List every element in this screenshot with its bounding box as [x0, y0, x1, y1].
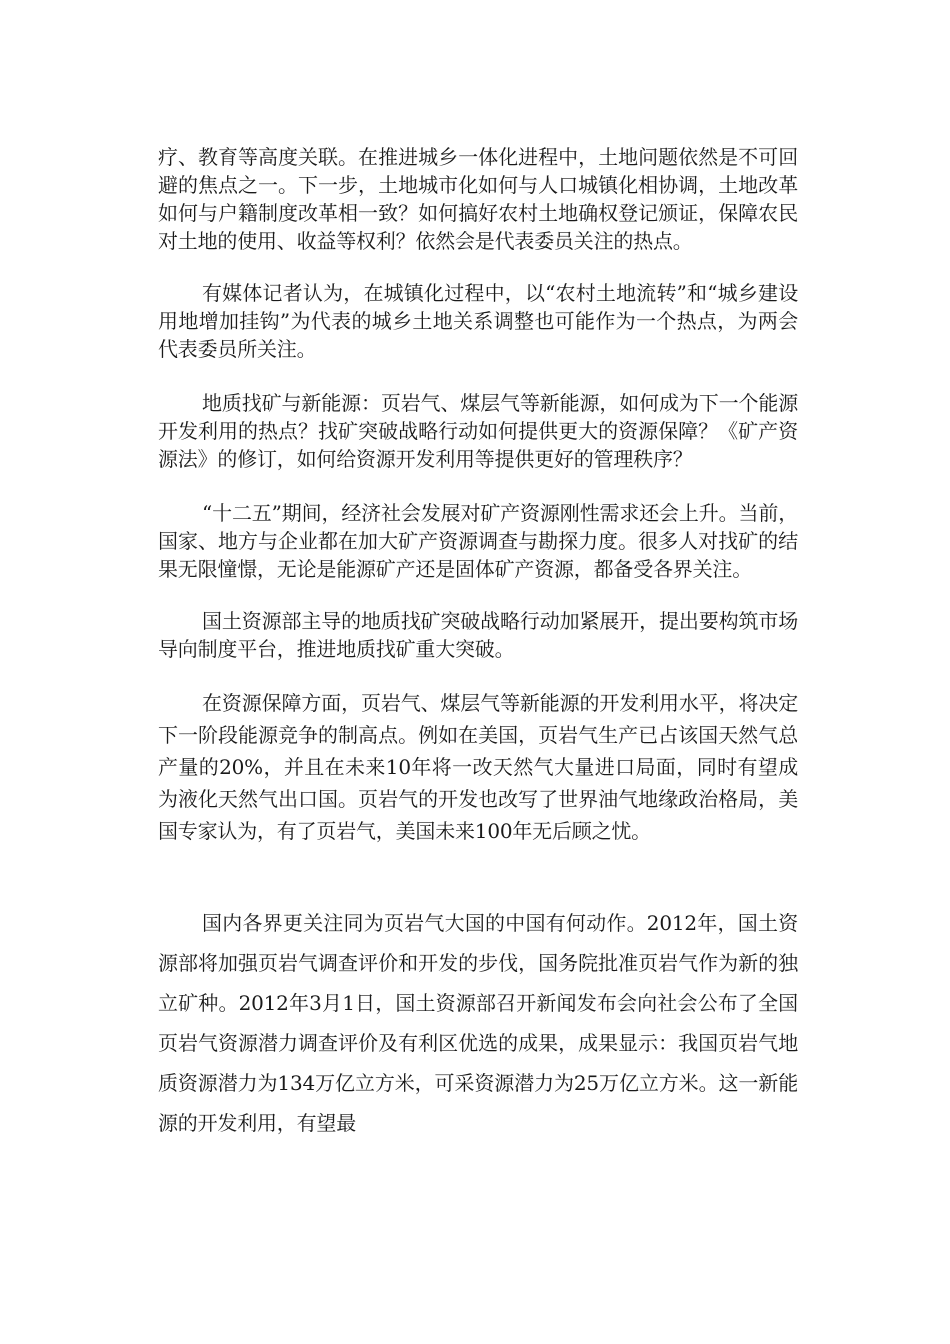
paragraph-geology-new-energy: 地质找矿与新能源：页岩气、煤层气等新能源，如何成为下一个能源开发利用的热点？找矿突破战略行动如何提供更大的资源保障？《矿产资源法》的修订，如何给资源开发利用等提供更好的管理秩序？	[158, 391, 798, 471]
paragraph-twelfth-five-year: “十二五”期间，经济社会发展对矿产资源刚性需求还会上升。当前，国家、地方与企业都在加大矿产资源调查与勘探力度。很多人对找矿的结果无限憧憬，无论是能源矿产还是固体矿产资源，都备受各界关注。	[158, 501, 798, 581]
paragraph-media-opinion: 有媒体记者认为，在城镇化过程中，以“农村土地流转”和“城乡建设用地增加挂钩”为代表的城乡土地关系调整也可能作为一个热点，为两会代表委员所关注。	[158, 281, 798, 361]
paragraph-resource-security: 在资源保障方面，页岩气、煤层气等新能源的开发利用水平，将决定下一阶段能源竞争的制高点。例如在美国，页岩气生产已占该国天然气总产量的20%，并且在未来10年将一改天然气大量进口局面，同时有望成为液化天然气出口国。页岩气的开发也改写了世界油气地缘政治格局，美国专家认为，有了页岩气，美国未来100年无后顾之忧。	[158, 691, 798, 843]
document-body	[158, 143, 798, 1143]
paragraph-land-issues: 疗、教育等高度关联。在推进城乡一体化进程中，土地问题依然是不可回避的焦点之一。下一步，土地城市化如何与人口城镇化相协调，土地改革如何与户籍制度改革相一致？如何搞好农村土地确权登记颁证，保障农民对土地的使用、收益等权利？依然会是代表委员关注的热点。	[158, 145, 798, 253]
paragraph-ministry-action: 国土资源部主导的地质找矿突破战略行动加紧展开，提出要构筑市场导向制度平台，推进地质找矿重大突破。	[158, 609, 798, 661]
paragraph-china-shale-gas: 国内各界更关注同为页岩气大国的中国有何动作。2012年，国土资源部将加强页岩气调查评价和开发的步伐，国务院批准页岩气作为新的独立矿种。2012年3月1日，国土资源部召开新闻发布会向社会公布了全国页岩气资源潜力调查评价及有利区优选的成果，成果显示：我国页岩气地质资源潜力为134万亿立方米，可采资源潜力为25万亿立方米。这一新能源的开发利用，有望最	[158, 911, 798, 1135]
